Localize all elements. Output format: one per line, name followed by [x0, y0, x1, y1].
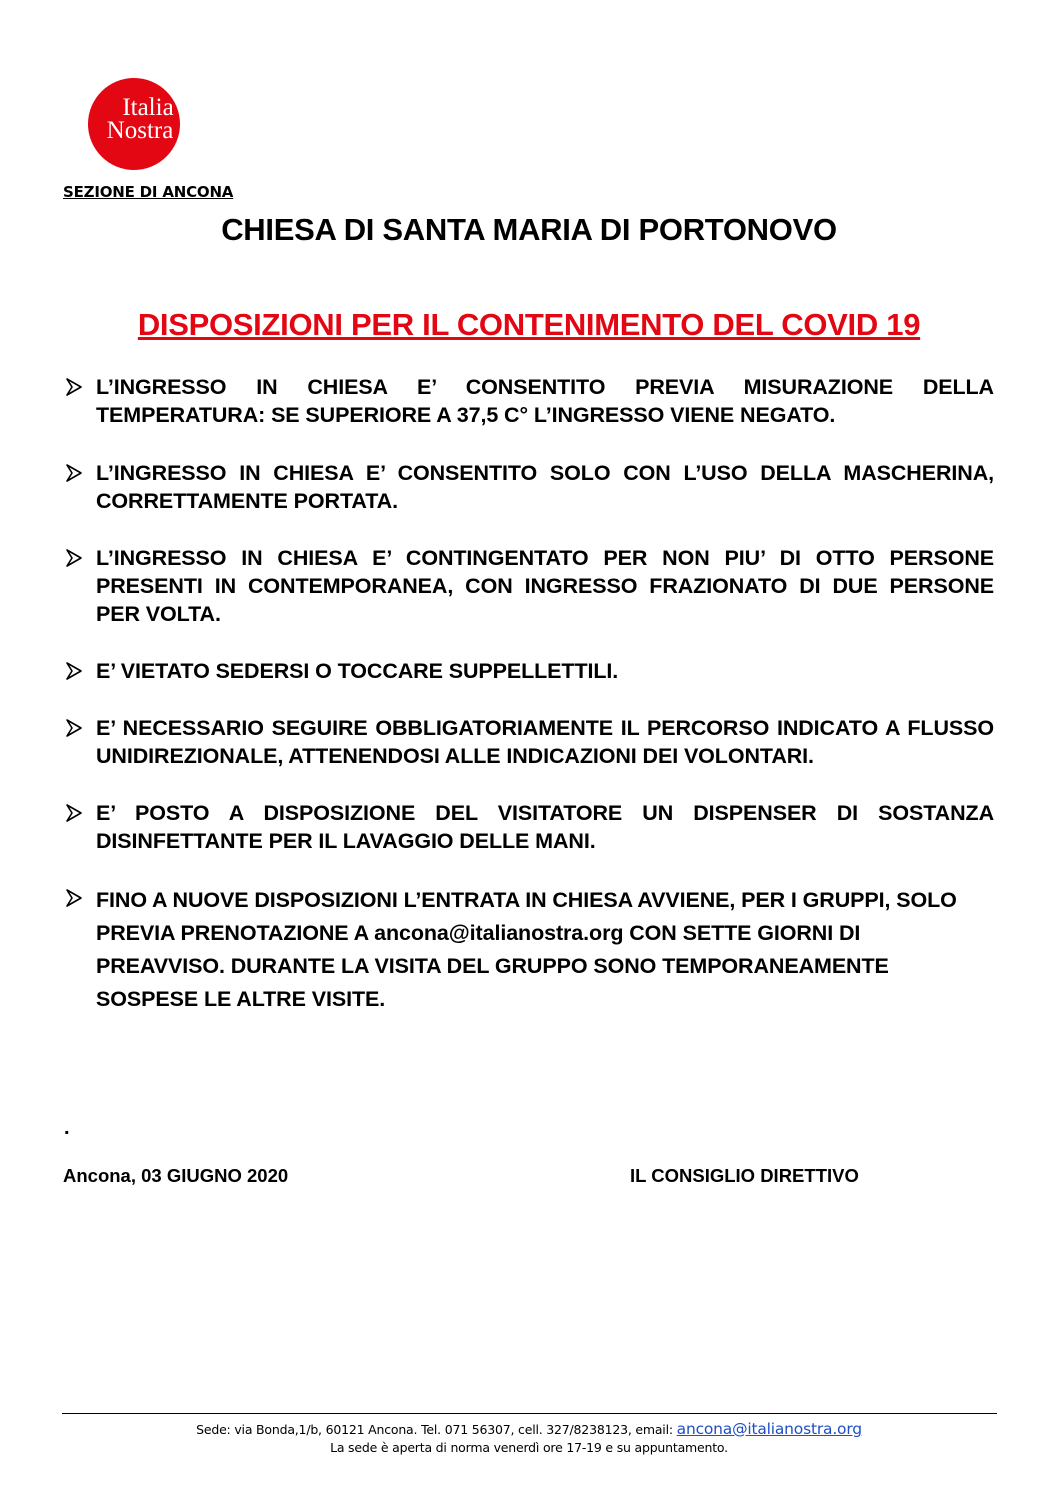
rule-item: [62, 459, 994, 515]
footer-email-link[interactable]: ancona@italianostra.org: [676, 1420, 862, 1438]
arrow-bullet-icon: [64, 659, 84, 683]
arrow-bullet-icon: [64, 375, 84, 399]
section-label: SEZIONE DI ANCONA: [63, 183, 234, 201]
footer-address-line: [0, 1420, 1058, 1439]
rule-item: [62, 657, 994, 685]
rule-text: L’INGRESSO IN CHIESA E’ CONTINGENTATO PER NON PIU’ DI OTTO PERSONE PRESENTI IN CONTEMPORANEA, CON INGRESSO FRAZIONATO DI DUE PERSONE PER VOLTA.: [96, 546, 994, 626]
dot-mark: .: [64, 1117, 70, 1139]
footer-divider: [62, 1413, 997, 1414]
footer: [0, 1420, 1058, 1457]
arrow-bullet-icon: [64, 461, 84, 485]
rule-item: [62, 544, 994, 628]
rule-text: L’INGRESSO IN CHIESA E’ CONSENTITO SOLO CON L’USO DELLA MASCHERINA, CORRETTAMENTE PORTATA.: [96, 461, 994, 513]
rules-list: [62, 373, 994, 1016]
footer-address: Sede: via Bonda,1/b, 60121 Ancona. Tel. 071 56307, cell. 327/8238123, email:: [196, 1422, 677, 1437]
rule-item: [62, 799, 994, 855]
italia-nostra-logo: [88, 78, 180, 170]
rule-text: L’INGRESSO IN CHIESA E’ CONSENTITO PREVIA MISURAZIONE DELLA TEMPERATURA: SE SUPERIORE A 37,5 C° L’INGRESSO VIENE NEGATO.: [96, 375, 994, 427]
arrow-bullet-icon: [64, 716, 84, 740]
page-subtitle: DISPOSIZIONI PER IL CONTENIMENTO DEL COVID 19: [137, 307, 921, 342]
page-title: CHIESA DI SANTA MARIA DI PORTONOVO: [221, 212, 837, 247]
arrow-bullet-icon: [64, 546, 84, 570]
rule-text: E’ NECESSARIO SEGUIRE OBBLIGATORIAMENTE IL PERCORSO INDICATO A FLUSSO UNIDIREZIONALE, ATTENENDOSI ALLE INDICAZIONI DEI VOLONTARI.: [96, 716, 994, 768]
footer-hours: La sede è aperta di norma venerdì ore 17-19 e su appuntamento.: [330, 1440, 728, 1455]
rule-item: [62, 714, 994, 770]
arrow-bullet-icon: [64, 886, 84, 910]
arrow-bullet-icon: [64, 801, 84, 825]
rule-item: [62, 373, 994, 429]
logo-line1: Italia: [122, 94, 174, 121]
place-date: Ancona, 03 GIUGNO 2020: [63, 1165, 289, 1186]
rule-text: FINO A NUOVE DISPOSIZIONI L’ENTRATA IN CHIESA AVVIENE, PER I GRUPPI, SOLO PREVIA PRENOTAZIONE A ancona@italianostra.org CON SETTE GIORNI DI PREAVVISO. DURANTE LA VISITA DEL GRUPPO SONO TEMPORANEAMENTE SOSPESE LE ALTRE VISITE.: [96, 888, 957, 1011]
rule-item: [62, 884, 994, 1016]
signature: IL CONSIGLIO DIRETTIVO: [630, 1165, 859, 1186]
logo-line2: Nostra: [106, 117, 174, 144]
rule-text: E’ POSTO A DISPOSIZIONE DEL VISITATORE UN DISPENSER DI SOSTANZA DISINFETTANTE PER IL LAVAGGIO DELLE MANI.: [96, 801, 994, 853]
rule-text: E’ VIETATO SEDERSI O TOCCARE SUPPELLETTILI.: [96, 659, 619, 683]
